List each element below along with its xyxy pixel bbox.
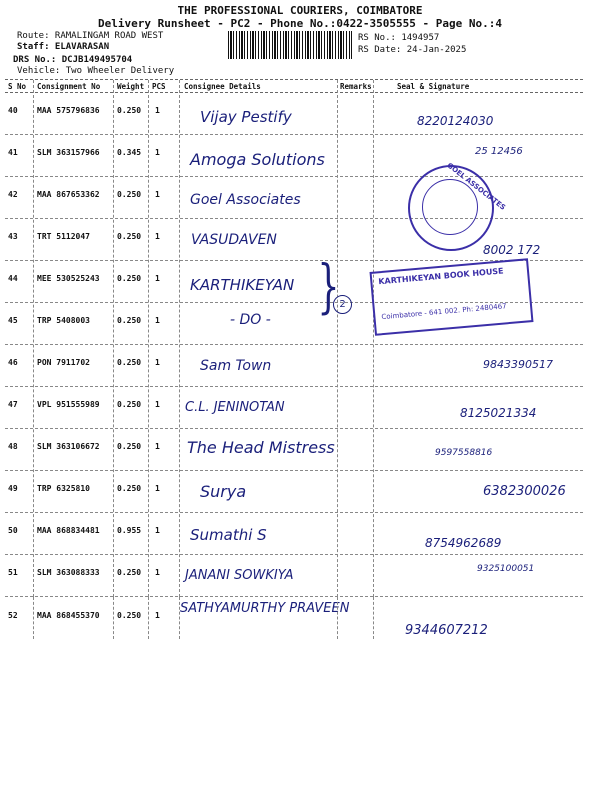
row-weight: 0.345: [117, 148, 142, 157]
row-pcs: 1: [155, 106, 160, 115]
row-consignee: Sumathi S: [190, 526, 267, 544]
row-signature: 8002 172: [483, 243, 541, 257]
row-pcs: 1: [155, 190, 160, 199]
table-row: [5, 92, 583, 135]
col-signature: Seal & Signature: [397, 82, 470, 91]
route-label: Route: RAMALINGAM ROAD WEST: [17, 31, 164, 41]
row-weight: 0.250: [117, 106, 142, 115]
row-sno: 43: [8, 232, 18, 241]
row-signature: 25 12456: [475, 146, 523, 157]
row-consignee: Amoga Solutions: [190, 150, 325, 169]
circled-count: 2: [333, 295, 352, 314]
row-weight: 0.250: [117, 232, 142, 241]
col-divider: [33, 597, 34, 639]
drs-label: DRS No.: DCJB149495704: [13, 55, 133, 65]
row-consignment: SLM 363088333: [37, 568, 100, 577]
row-sno: 48: [8, 442, 18, 451]
row-consignee: The Head Mistress: [187, 438, 335, 457]
row-weight: 0.250: [117, 274, 142, 283]
row-consignee: Sam Town: [200, 358, 272, 374]
rs-number: RS No.: 1494957: [358, 33, 440, 43]
row-consignee: SATHYAMURTHY PRAVEEN: [180, 601, 350, 616]
row-sno: 49: [8, 484, 18, 493]
row-pcs: 1: [155, 316, 160, 325]
row-consignment: TRT 5112047: [37, 232, 90, 241]
row-signature: 9344607212: [405, 623, 488, 638]
col-sno: S No: [8, 82, 27, 91]
row-pcs: 1: [155, 568, 160, 577]
row-weight: 0.250: [117, 190, 142, 199]
row-consignee: Goel Associates: [190, 192, 301, 208]
col-weight: Weight: [117, 82, 145, 91]
row-consignment: TRP 5408003: [37, 316, 90, 325]
col-consignment: Consignment No: [37, 82, 101, 91]
row-sno: 52: [8, 611, 18, 620]
row-consignment: MEE 530525243: [37, 274, 100, 283]
row-consignee: VASUDAVEN: [191, 232, 277, 248]
row-pcs: 1: [155, 526, 160, 535]
table-row: [5, 134, 583, 177]
col-consignee: Consignee Details: [184, 82, 261, 91]
round-company-stamp: [408, 161, 507, 251]
row-weight: 0.250: [117, 611, 142, 620]
row-pcs: 1: [155, 274, 160, 283]
row-consignment: TRP 6325810: [37, 484, 90, 493]
row-sno: 45: [8, 316, 18, 325]
table-row: [5, 344, 583, 387]
row-sno: 46: [8, 358, 18, 367]
row-pcs: 1: [155, 232, 160, 241]
row-sno: 50: [8, 526, 18, 535]
row-consignment: VPL 951555989: [37, 400, 100, 409]
row-consignee: JANANI SOWKIYA: [185, 568, 294, 583]
row-weight: 0.250: [117, 568, 142, 577]
row-signature: 6382300026: [483, 484, 566, 499]
row-weight: 0.955: [117, 526, 142, 535]
row-pcs: 1: [155, 148, 160, 157]
stamp-inner-ring: [422, 179, 478, 235]
row-weight: 0.250: [117, 442, 142, 451]
row-consignment: SLM 363157966: [37, 148, 100, 157]
col-divider: [373, 597, 374, 639]
row-signature: 9325100051: [477, 564, 535, 574]
stamp-title: KARTHIKEYAN BOOK HOUSE: [378, 266, 504, 287]
stamp-address: Coimbatore - 641 002. Ph: 2480467: [381, 302, 507, 322]
row-pcs: 1: [155, 400, 160, 409]
row-sno: 51: [8, 568, 18, 577]
col-remarks: Remarks: [340, 82, 372, 91]
row-consignee: KARTHIKEYAN: [190, 276, 295, 294]
table-row: [5, 218, 583, 261]
row-signature: 8754962689: [425, 536, 502, 550]
row-consignment: MAA 868834481: [37, 526, 100, 535]
table-row: [5, 554, 583, 597]
row-signature: 9597558816: [435, 448, 493, 458]
row-consignee: C.L. JENINOTAN: [185, 400, 285, 415]
row-sno: 40: [8, 106, 18, 115]
col-divider: [179, 597, 180, 639]
col-divider: [113, 597, 114, 639]
row-weight: 0.250: [117, 400, 142, 409]
row-consignment: MAA 868455370: [37, 611, 100, 620]
staff-label: Staff: ELAVARASAN: [17, 42, 110, 52]
row-signature: 8125021334: [460, 406, 537, 420]
row-signature: 8220124030: [417, 114, 494, 128]
row-pcs: 1: [155, 484, 160, 493]
stamp-text: GOEL ASSOCIATES: [445, 161, 507, 212]
runsheet-table: [5, 79, 583, 597]
grouping-brace: }: [317, 252, 340, 320]
row-pcs: 1: [155, 442, 160, 451]
row-sno: 47: [8, 400, 18, 409]
row-consignment: PON 7911702: [37, 358, 90, 367]
barcode: [228, 31, 352, 59]
col-divider: [148, 597, 149, 639]
rs-date: RS Date: 24-Jan-2025: [358, 45, 467, 55]
col-divider: [337, 597, 338, 639]
table-row: [5, 470, 583, 513]
row-consignment: MAA 867653362: [37, 190, 100, 199]
row-consignment: MAA 575796836: [37, 106, 100, 115]
last-row: [5, 596, 583, 639]
runsheet-subtitle: Delivery Runsheet - PC2 - Phone No.:0422-3505555 - Page No.:4: [98, 17, 502, 30]
row-weight: 0.250: [117, 316, 142, 325]
row-consignment: SLM 363106672: [37, 442, 100, 451]
vehicle-label: Vehicle: Two Wheeler Delivery: [17, 66, 175, 76]
row-consignee: Surya: [200, 482, 247, 501]
row-sno: 41: [8, 148, 18, 157]
row-signature: 9843390517: [483, 358, 553, 371]
table-row: [5, 512, 583, 555]
row-sno: 44: [8, 274, 18, 283]
company-title: THE PROFESSIONAL COURIERS, COIMBATORE: [177, 4, 423, 17]
row-consignee: - DO -: [230, 312, 271, 328]
row-weight: 0.250: [117, 484, 142, 493]
table-row: [5, 386, 583, 429]
row-sno: 42: [8, 190, 18, 199]
col-pcs: PCS: [152, 82, 166, 91]
table-row: [5, 428, 583, 471]
row-consignee: Vijay Pestify: [200, 108, 292, 126]
row-weight: 0.250: [117, 358, 142, 367]
row-pcs: 1: [155, 611, 160, 620]
row-pcs: 1: [155, 358, 160, 367]
